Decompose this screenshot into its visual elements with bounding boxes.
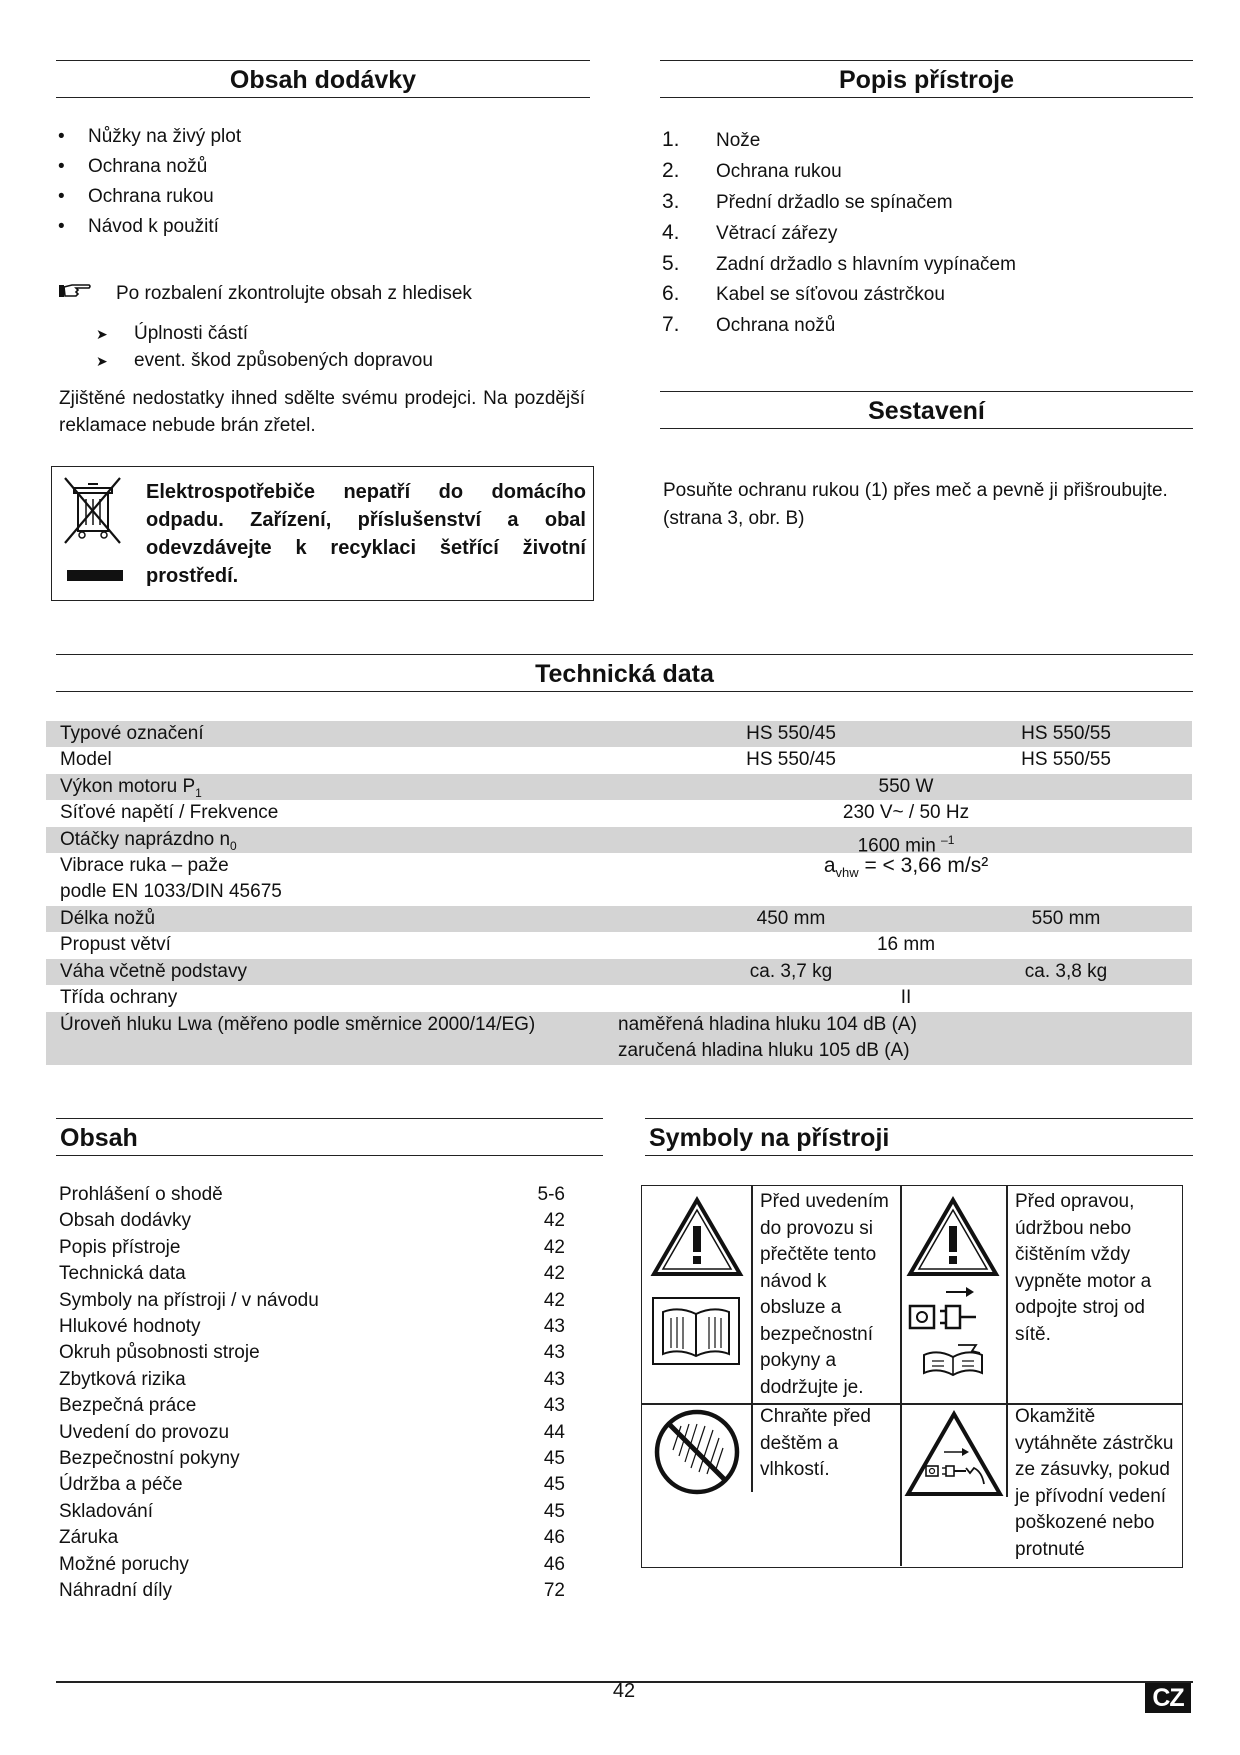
- crossed-bin-icon: [60, 475, 124, 591]
- list-item: ➤ Úplnosti částí: [96, 323, 249, 344]
- table-row: Úroveň hluku Lwa (měřeno podle směrnice 2000/14/EG) naměřená hladina hluku 104 dB (A) zaručená hladina hluku 105 dB (A): [46, 1012, 1192, 1065]
- assembly-title: Sestavení: [660, 391, 1193, 429]
- list-item: • Ochrana rukou: [58, 186, 214, 207]
- symbols-table: [641, 1185, 1183, 1568]
- toc-item: Bezpečná práce 43: [59, 1395, 565, 1416]
- page-number: 42: [612, 1680, 636, 1702]
- language-badge: CZ: [1145, 1683, 1191, 1713]
- toc-item: Technická data 42: [59, 1263, 565, 1284]
- no-rain-icon: [651, 1408, 743, 1502]
- pointing-hand-icon: [58, 281, 92, 307]
- toc-item: Náhradní díly 72: [59, 1580, 565, 1601]
- assembly-text-line1: Posuňte ochranu rukou (1) přes meč a pevně ji přišroubujte.: [663, 480, 1168, 501]
- hand-manual-icon: [918, 1341, 988, 1385]
- toc-item: Bezpečnostní pokyny 45: [59, 1448, 565, 1469]
- toc-item: Záruka 46: [59, 1527, 565, 1548]
- list-item: ➤ event. škod způsobených dopravou: [96, 350, 433, 371]
- symbol-text-read-manual: Před uvedením do provozu si přečtěte tento návod k obsluze a bezpečnostní pokyny a dodržujte je.: [760, 1191, 889, 1398]
- list-item: 1. Nože: [662, 128, 761, 151]
- toc-item: Obsah dodávky 42: [59, 1210, 565, 1231]
- delivery-title: Obsah dodávky: [56, 60, 590, 98]
- list-item: 6. Kabel se síťovou zástrčkou: [662, 282, 945, 305]
- tech-title: Technická data: [56, 654, 1193, 692]
- table-row: Výkon motoru $P_1$ 550 W: [46, 774, 1192, 800]
- toc-item: Hlukové hodnoty 43: [59, 1316, 565, 1337]
- list-item: • Nůžky na živý plot: [58, 126, 242, 147]
- list-item: • Ochrana nožů: [58, 156, 208, 177]
- list-item: 5. Zadní držadlo s hlavním vypínačem: [662, 252, 1016, 275]
- deficiency-note: Zjištěné nedostatky ihned sdělte svému prodejci. Na pozdější reklamace nebude brán zřetel.: [59, 388, 585, 436]
- manual-book-icon: [651, 1296, 741, 1372]
- table-row: Otáčky naprázdno $n_0$ 1600 min $^{-1}$: [46, 827, 1192, 853]
- symbols-title: Symboly na přístroji: [645, 1118, 1193, 1156]
- symbol-text-damaged-cable: Okamžitě vytáhněte zástrčku ze zásuvky, pokud je přívodní vedení poškozené nebo protnuté: [1015, 1406, 1174, 1560]
- warning-triangle-icon: [906, 1196, 1000, 1284]
- table-row: Třída ochrany II: [60, 987, 912, 1008]
- warning-triangle-icon: [650, 1196, 744, 1284]
- symbol-text-rain: Chraňte před deštěm a vlhkostí.: [760, 1406, 871, 1480]
- symbol-text-unplug: Před opravou, údržbou nebo čištěním vždy vypněte motor a odpojte stroj od sítě.: [1015, 1191, 1152, 1345]
- toc-item: Okruh působnosti stroje 43: [59, 1342, 565, 1363]
- recycling-box: [51, 466, 594, 601]
- toc-item: Symboly na přístroji / v návodu 42: [59, 1290, 565, 1311]
- table-row: Síťové napětí / Frekvence 230 V~ / 50 Hz: [60, 802, 970, 823]
- toc-item: Zbytková rizika 43: [59, 1369, 565, 1390]
- list-item: 2. Ochrana rukou: [662, 159, 842, 182]
- toc-item: Možné poruchy 46: [59, 1554, 565, 1575]
- contents-title: Obsah: [56, 1118, 603, 1156]
- table-row: Vibrace ruka – paže podle EN 1033/DIN 45675 $a_{vhw}$ = < 3,66 m/s²: [60, 854, 989, 902]
- list-item: • Návod k použití: [58, 216, 219, 237]
- recycling-note: Elektrospotřebiče nepatří do domácího odpadu. Zařízení, příslušenství a obal odevzdávejte k recyklaci šetřící životní prostředí.: [146, 481, 586, 587]
- unplug-icon: [906, 1284, 1000, 1340]
- table-row: Délka nožů 450 mm 550 mm: [46, 906, 1192, 932]
- list-item: 3. Přední držadlo se spínačem: [662, 190, 953, 213]
- damaged-cable-warning-icon: [904, 1410, 1004, 1504]
- table-row: Váha včetně podstavy ca. 3,7 kg ca. 3,8 kg: [46, 959, 1192, 985]
- description-title: Popis přístroje: [660, 60, 1193, 98]
- toc-item: Prohlášení o shodě 5-6: [59, 1184, 565, 1205]
- toc-item: Popis přístroje 42: [59, 1237, 565, 1258]
- toc-item: Uvedení do provozu 44: [59, 1422, 565, 1443]
- check-note: Po rozbalení zkontrolujte obsah z hledisek: [116, 283, 472, 304]
- toc-item: Údržba a péče 45: [59, 1474, 565, 1495]
- list-item: 7. Ochrana nožů: [662, 313, 836, 336]
- table-row: Typové označení HS 550/45 HS 550/55: [46, 721, 1192, 747]
- table-row: Model HS 550/45 HS 550/55: [60, 749, 1111, 770]
- assembly-text-line2: (strana 3, obr. B): [663, 508, 805, 529]
- table-row: Propust větví 16 mm: [60, 934, 936, 955]
- list-item: 4. Větrací zářezy: [662, 221, 838, 244]
- toc-item: Skladování 45: [59, 1501, 565, 1522]
